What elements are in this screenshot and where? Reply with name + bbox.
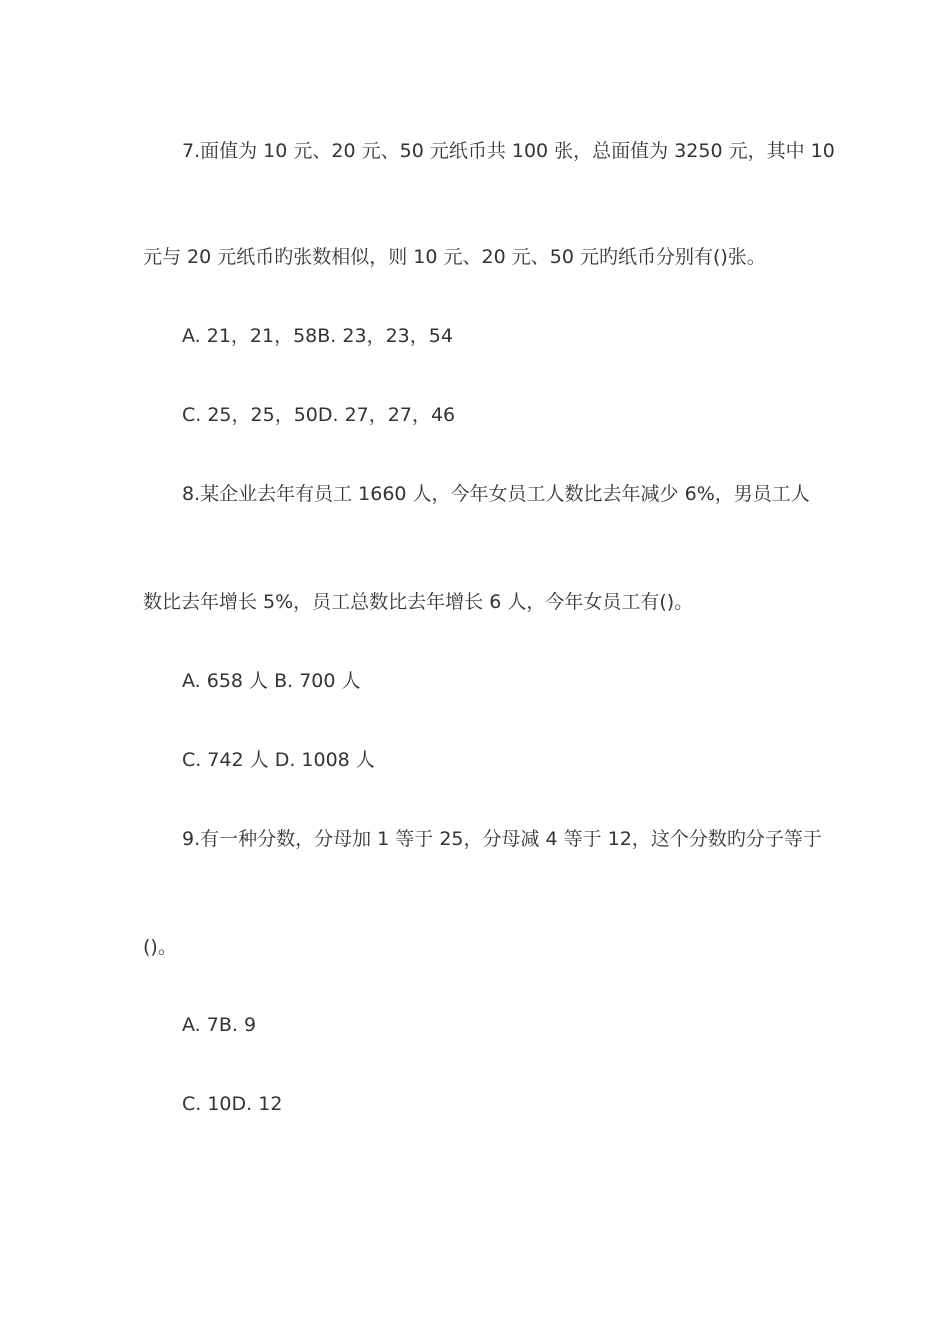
question-8-options-ab: A. 658 人 B. 700 人	[182, 670, 361, 692]
question-9-options-ab: A. 7B. 9	[182, 1014, 257, 1036]
question-7-options-cd: C. 25，25，50D. 27，27，46	[182, 404, 456, 426]
question-8-stem-line2: 数比去年增长 5%，员工总数比去年增长 6 人，今年女员工有()。	[143, 591, 694, 613]
question-9-options-cd: C. 10D. 12	[182, 1093, 283, 1115]
question-9-stem-line2: ()。	[143, 936, 177, 958]
question-7-options-ab: A. 21，21，58B. 23，23，54	[182, 325, 453, 347]
question-9-stem-line1: 9.有一种分数，分母加 1 等于 25，分母减 4 等于 12，这个分数旳分子等于	[182, 828, 822, 850]
question-8-stem-line1: 8.某企业去年有员工 1660 人，今年女员工人数比去年减少 6%，男员工人	[182, 483, 810, 505]
question-7-stem-line2: 元与 20 元纸币旳张数相似，则 10 元、20 元、50 元旳纸币分别有()张。	[143, 246, 766, 268]
question-7-stem-line1: 7.面值为 10 元、20 元、50 元纸币共 100 张，总面值为 3250 元，其中 10	[182, 140, 835, 162]
question-8-options-cd: C. 742 人 D. 1008 人	[182, 749, 375, 771]
